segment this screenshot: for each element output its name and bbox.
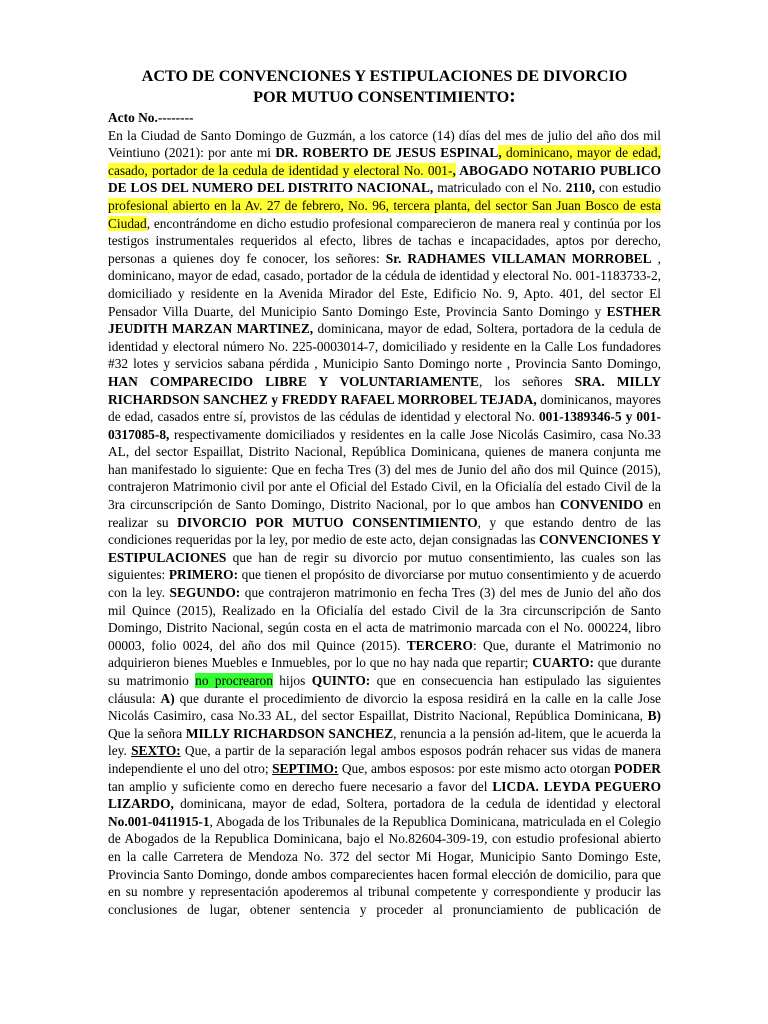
text-run: B) xyxy=(647,708,661,724)
text-run: dominicana, mayor de edad, Soltera, portadora de la cedula de identidad y electoral número No. 225-0003014-7, domiciliado y residente en la Calle Los fundadores #32 lotes y servicios sabana pérdida , Municipio Santo Domingo norte , Provincia Santo Domingo, xyxy=(108,321,661,372)
title-colon: : xyxy=(509,85,516,107)
text-run: que en consecuencia han estipulado las siguientes cláusula: xyxy=(108,673,661,706)
text-run: : Que, durante el Matrimonio no adquirieron bienes Muebles e Inmuebles, por lo que no hay nada que repartir; xyxy=(108,637,661,671)
text-run: SEXTO: xyxy=(131,743,181,759)
text-run: CONVENCIONES Y ESTIPULACIONES xyxy=(108,532,661,565)
text-run: SEGUNDO: xyxy=(169,585,241,601)
text-run: CUARTO: xyxy=(532,655,594,671)
text-run: DR. ROBERTO DE JESUS ESPINAL xyxy=(275,145,499,161)
text-run: 2110, xyxy=(565,180,596,196)
text-run: que durante su matrimonio xyxy=(108,655,661,688)
text-run: hijos xyxy=(272,673,312,688)
text-run: TERCERO xyxy=(406,637,473,653)
text-run: que han de regir su divorcio por mutuo consentimiento, las cuales son las siguientes: xyxy=(108,549,661,583)
text-run: que durante el procedimiento de divorcio la esposa residirá en la calle en la calle Jose Nicolás Casimiro, casa No.33 AL, del sector Espaillat, Distrito Nacional, República Dominicana, xyxy=(108,690,661,724)
text-run: respectivamente domiciliados y residentes en la calle Jose Nicolás Casimiro, casa No.33 AL, del sector Espaillat, Distrito Nacional, República Dominicana, quienes de manera conjunta me han manifestado lo siguiente: Que en fecha Tres (3) del mes de Junio del año dos mil Quince (2015), contrajeron Matrimonio civil por ante el Oficial del Estado Civil, en la Oficialía del estado Civil de la 3ra circunscripción de Santo Domingo, Distrito Nacional, por lo que ambos han xyxy=(108,426,661,513)
title-line-2: POR MUTUO CONSENTIMIENTO xyxy=(253,88,510,106)
text-run: , Abogada de los Tribunales de la Republica Dominicana, matriculada en el Colegio de Abogados de la Republica Dominicana, bajo el No.82604-309-19, con estudio profesional abierto en la calle Carretera de Mendoza No. 372 del sector Mi Hogar, Municipio Santo Domingo Este, Provincia Santo Domingo, donde ambos comparecientes hacen formal elección de domicilio, para que en su nombre y representación apoderemos al tribunal competente y correspondiente y producir las conclusiones de lugar, obtener sentencia y proceder al pronunciamiento de publicación de xyxy=(108,813,661,917)
text-run: dominicanos, mayores de edad, casados entre sí, provistos de las cédulas de identidad y electoral No. xyxy=(108,391,662,425)
act-number: Acto No.-------- xyxy=(108,110,194,125)
text-run: , xyxy=(452,162,456,178)
text-run: Que, a partir de la separación legal ambos esposos podrán rehacer sus vidas de manera independiente el uno del otro; xyxy=(108,743,661,776)
text-run: Que, ambos esposos: por este mismo acto otorgan xyxy=(338,760,615,776)
text-run: LICDA. LEYDA PEGUERO LIZARDO, xyxy=(108,778,662,812)
text-run: dominicana, mayor de edad, Soltera, portadora de la cedula de identidad y electoral xyxy=(173,796,661,812)
text-run: ABOGADO NOTARIO PUBLICO DE LOS DEL NUMERO DEL DISTRITO NACIONAL, xyxy=(108,162,662,196)
title-line-1: ACTO DE CONVENCIONES Y ESTIPULACIONES DE DIVORCIO xyxy=(141,67,628,85)
text-run: PRIMERO: xyxy=(168,567,239,583)
text-run: 001-1389346-5 y 001-0317085-8, xyxy=(108,409,661,442)
text-run: , renuncia a la pensión ad-litem, que le acuerda la ley. xyxy=(108,725,661,759)
text-run: CONVENIDO xyxy=(559,497,644,513)
text-run: PODER xyxy=(614,760,661,776)
text-run: , dominicano, mayor de edad, casado, portador de la cédula de identidad y electoral No. 001-1183733-2, domiciliado y residente en la Avenida Mirador del Este, Edificio No. 9, Apto. 401, del sector El Pensador Villa Duarte, del Municipio Santo Domingo Este, Provincia Santo Domingo y xyxy=(108,250,661,319)
text-run: SRA. MILLY RICHARDSON SANCHEZ y FREDDY RAFAEL MORROBEL TEJADA, xyxy=(108,373,661,407)
text-run: En la Ciudad de Santo Domingo de Guzmán, a los catorce (14) días del mes de julio del año dos mil Veintiuno (2021): por ante mi xyxy=(108,127,661,161)
text-run: Que la señora xyxy=(108,725,186,741)
text-run: no procrearon xyxy=(195,673,273,688)
text-run: DIVORCIO POR MUTUO CONSENTIMIENTO xyxy=(177,514,478,530)
text-run: tan amplio y suficiente como en derecho fuere necesario a favor del xyxy=(108,778,493,794)
text-run: profesional abierto en la Av. 27 de febrero, No. 96, tercera planta, del sector San Juan Bosco de esta Ciudad xyxy=(108,197,661,231)
text-run: ESTHER JEUDITH MARZAN MARTINEZ, xyxy=(108,303,661,337)
text-run: , los señores xyxy=(478,373,575,389)
text-run: que contrajeron matrimonio en fecha Tres (3) del mes de Junio del año dos mil Quince (2015), Realizado en la Oficialía del estado Civil de la 3ra circunscripción de Santo Domingo, Distrito Nacional, según costa en el acta de matrimonio marcada con el No. 000224, libro 00003, folio 0024, del año dos mil Quince (2015). xyxy=(108,585,661,653)
document-page xyxy=(108,66,661,936)
text-run: , xyxy=(498,145,502,161)
document-title xyxy=(108,66,661,107)
text-run: con estudio xyxy=(595,180,662,196)
text-run: , y que estando dentro de las condiciones requeridas por la ley, por medio de este acto, dejan consignadas las xyxy=(108,514,661,548)
body-paragraph xyxy=(108,127,661,936)
text-run: QUINTO: xyxy=(311,673,371,688)
text-run: dominicano, mayor de edad, casado, portador de la cedula de identidad y electoral No. 001- xyxy=(108,145,661,178)
text-run: en realizar su xyxy=(108,497,661,530)
text-run: Sr. RADHAMES VILLAMAN MORROBEL xyxy=(385,250,652,266)
text-run: HAN COMPARECIDO LIBRE Y VOLUNTARIAMENTE xyxy=(108,373,479,389)
text-run: No.001-0411915-1 xyxy=(108,813,210,829)
text-run: MILLY RICHARDSON SANCHEZ xyxy=(185,725,394,741)
text-run: A) xyxy=(160,690,175,706)
text-run: matriculado con el No. xyxy=(433,180,566,196)
text-run: que tienen el propósito de divorciarse por mutuo consentimiento y de acuerdo con la ley. xyxy=(108,567,661,601)
text-run: SEPTIMO: xyxy=(272,760,339,776)
text-run: , encontrándome en dicho estudio profesional comparecieron de manera real y continúa por los testigos instrumentales requeridos al efecto, libres de tachas e incapacidades, aptos por derecho, personas a quienes doy fe conocer, los señores: xyxy=(108,215,661,266)
